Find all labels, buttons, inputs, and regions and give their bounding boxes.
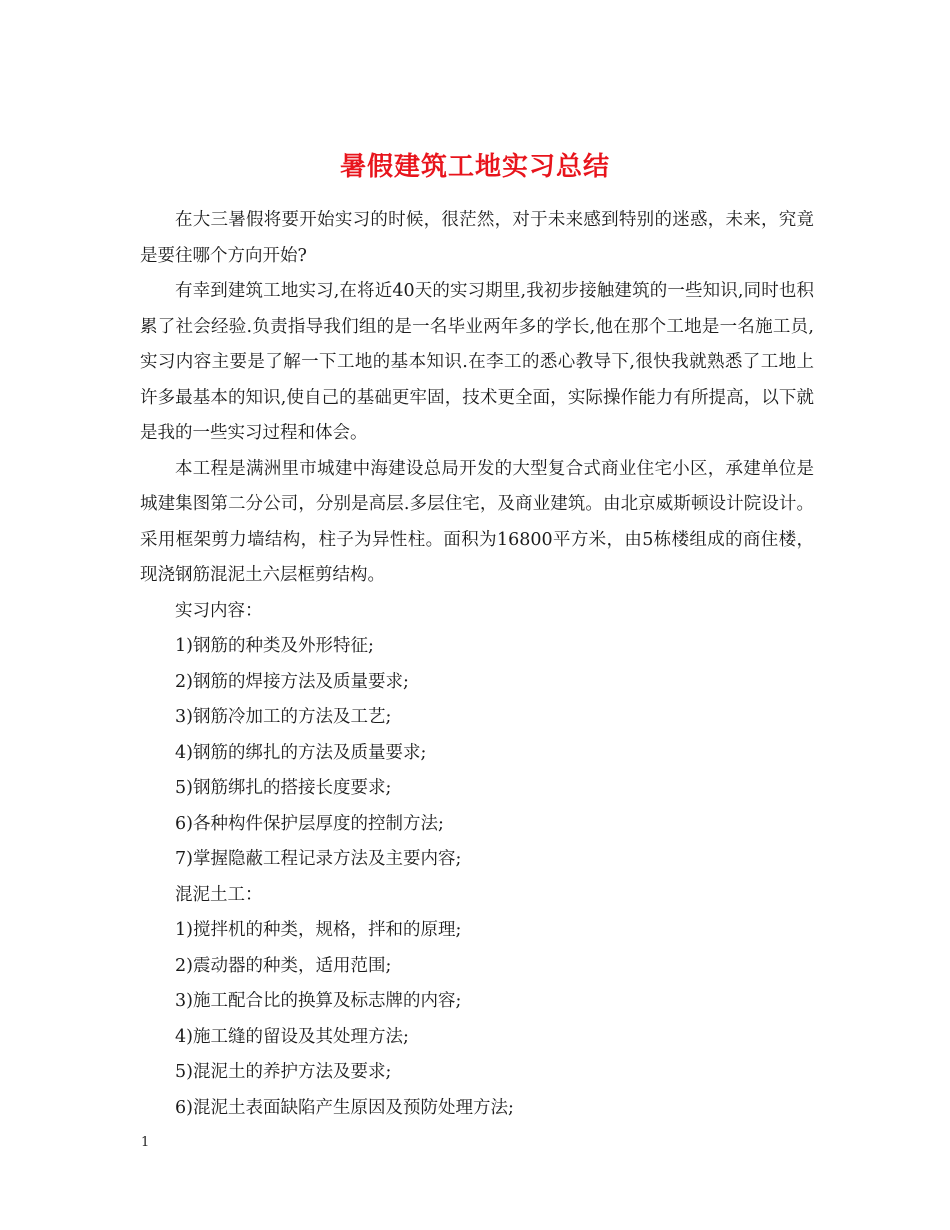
page-number: 1: [141, 1135, 150, 1150]
list-item: 7)掌握隐蔽工程记录方法及主要内容;: [175, 849, 462, 869]
list-item: 2)钢筋的焊接方法及质量要求;: [175, 671, 409, 692]
list-item: 3)钢筋冷加工的方法及工艺;: [175, 707, 392, 727]
list-item: 4)钢筋的绑扎的方法及质量要求;: [175, 742, 427, 763]
document-title: 暑假建筑工地实习总结: [339, 152, 610, 183]
list-item: 3)施工配合比的换算及标志牌的内容;: [175, 991, 462, 1011]
project-paragraph: 本工程是满洲里市城建中海建设总局开发的大型复合式商业住宅小区，承建单位是城建集图第二分公司，分别是高层.多层住宅，及商业建筑。由北京威斯顿设计院设计。采用框架剪力墙结构，柱子为异性柱。面积为16800平方米，由5栋楼组成的商住楼，现浇钢筋混泥土六层框剪结构。: [140, 458, 814, 585]
intro-paragraph: 在大三暑假将要开始实习的时候，很茫然，对于未来感到特别的迷惑，未来，究竟是要往哪个方向开始?: [140, 210, 814, 266]
list-item: 5)钢筋绑扎的搭接长度要求;: [175, 778, 392, 798]
list-item: 5)混泥土的养护方法及要求;: [175, 1062, 392, 1082]
list-item: 2)震动器的种类，适用范围;: [175, 955, 392, 976]
internship-heading: 实习内容：: [175, 600, 263, 621]
list-item: 1)搅拌机的种类，规格，拌和的原理;: [175, 920, 462, 940]
concrete-heading: 混泥土工：: [175, 884, 263, 905]
list-item: 6)各种构件保护层厚度的控制方法;: [175, 813, 444, 834]
experience-paragraph: 有幸到建筑工地实习,在将近40天的实习期里,我初步接触建筑的一些知识,同时也积累了社会经验.负责指导我们组的是一名毕业两年多的学长,他在那个工地是一名施工员,实习内容主要是了解一下工地的基本知识.在李工的悉心教导下,很快我就熟悉了工地上许多最基本的知识,使自己的基础更牢固，技术更全面，实际操作能力有所提高，以下就是我的一些实习过程和体会。: [140, 281, 814, 443]
list-item: 1)钢筋的种类及外形特征;: [175, 636, 374, 656]
list-item: 6)混泥土表面缺陷产生原因及预防处理方法;: [175, 1097, 514, 1118]
document-body: [140, 203, 814, 1126]
list-item: 4)施工缝的留设及其处理方法;: [175, 1026, 409, 1047]
